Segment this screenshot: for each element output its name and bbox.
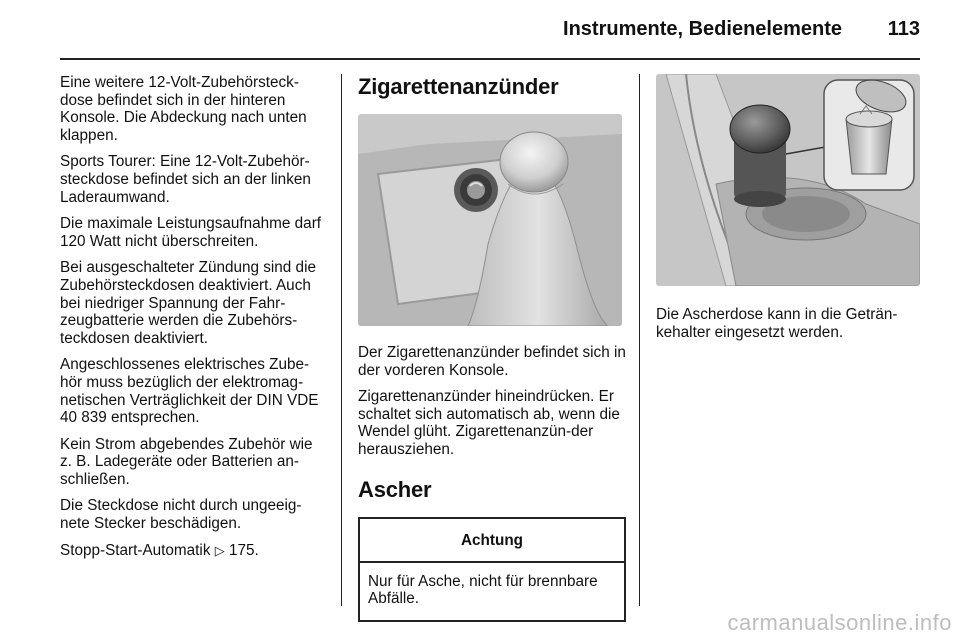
reference-arrow-icon: ▷	[214, 542, 225, 558]
paragraph: Zigarettenanzünder hineindrücken. Er schaltet sich automatisch ab, wenn die Wendel glüht. Zigarettenanzün-der herausziehen.	[358, 388, 620, 458]
column-middle	[358, 74, 626, 622]
paragraph: Kein Strom abgebendes Zubehör wie z. B. Ladegeräte oder Batterien an-schließen.	[60, 435, 313, 488]
paragraph: Eine weitere 12-Volt-Zubehörsteck-dose befindet sich in der hinteren Konsole. Die Abdeckung nach unten klappen.	[60, 74, 307, 144]
column-divider	[639, 74, 640, 606]
reference-page: 175.	[228, 541, 259, 559]
paragraph: Der Zigarettenanzünder befindet sich in der vorderen Konsole.	[358, 344, 626, 379]
header-rule	[60, 58, 920, 60]
section-heading-lighter: Zigarettenanzünder	[358, 74, 559, 99]
watermark: carmanualsonline.info	[727, 610, 952, 635]
cross-reference[interactable]	[60, 542, 328, 560]
paragraph: Angeschlossenes elektrisches Zube-hör muss bezüglich der elektromag-netischen Verträglichkeit der DIN VDE 40 839 entsprechen.	[60, 356, 319, 427]
paragraph: Die maximale Leistungsaufnahme darf 120 Watt nicht überschreiten.	[60, 215, 322, 250]
column-right	[656, 74, 922, 350]
warning-title: Achtung	[360, 519, 624, 563]
warning-box	[358, 517, 626, 622]
page-header	[60, 0, 920, 60]
column-divider	[341, 74, 342, 606]
column-left	[60, 74, 328, 568]
figure-caption: Die Ascherdose kann in die Geträn-kehalter eingesetzt werden.	[656, 306, 898, 341]
cigarette-lighter-illustration	[358, 114, 622, 326]
reference-text: Stopp-Start-Automatik	[60, 541, 211, 559]
page-title: Instrumente, Bedienelemente	[563, 18, 842, 40]
paragraph: Die Steckdose nicht durch ungeeig-nete Stecker beschädigen.	[60, 497, 302, 533]
warning-body: Nur für Asche, nicht für brennbare Abfälle.	[368, 572, 598, 608]
ashtray-illustration	[656, 74, 920, 286]
section-heading-ashtray: Ascher	[358, 476, 432, 502]
paragraph: Sports Tourer: Eine 12-Volt-Zubehör-steckdose befindet sich an der linken Laderaumwand.	[60, 153, 311, 206]
paragraph: Bei ausgeschalteter Zündung sind die Zubehörsteckdosen deaktiviert. Auch bei niedriger Spannung der Fahr-zeugbatterie werden die Zubehörs-teckdosen deaktiviert.	[60, 259, 316, 347]
page-number: 113	[887, 18, 920, 40]
